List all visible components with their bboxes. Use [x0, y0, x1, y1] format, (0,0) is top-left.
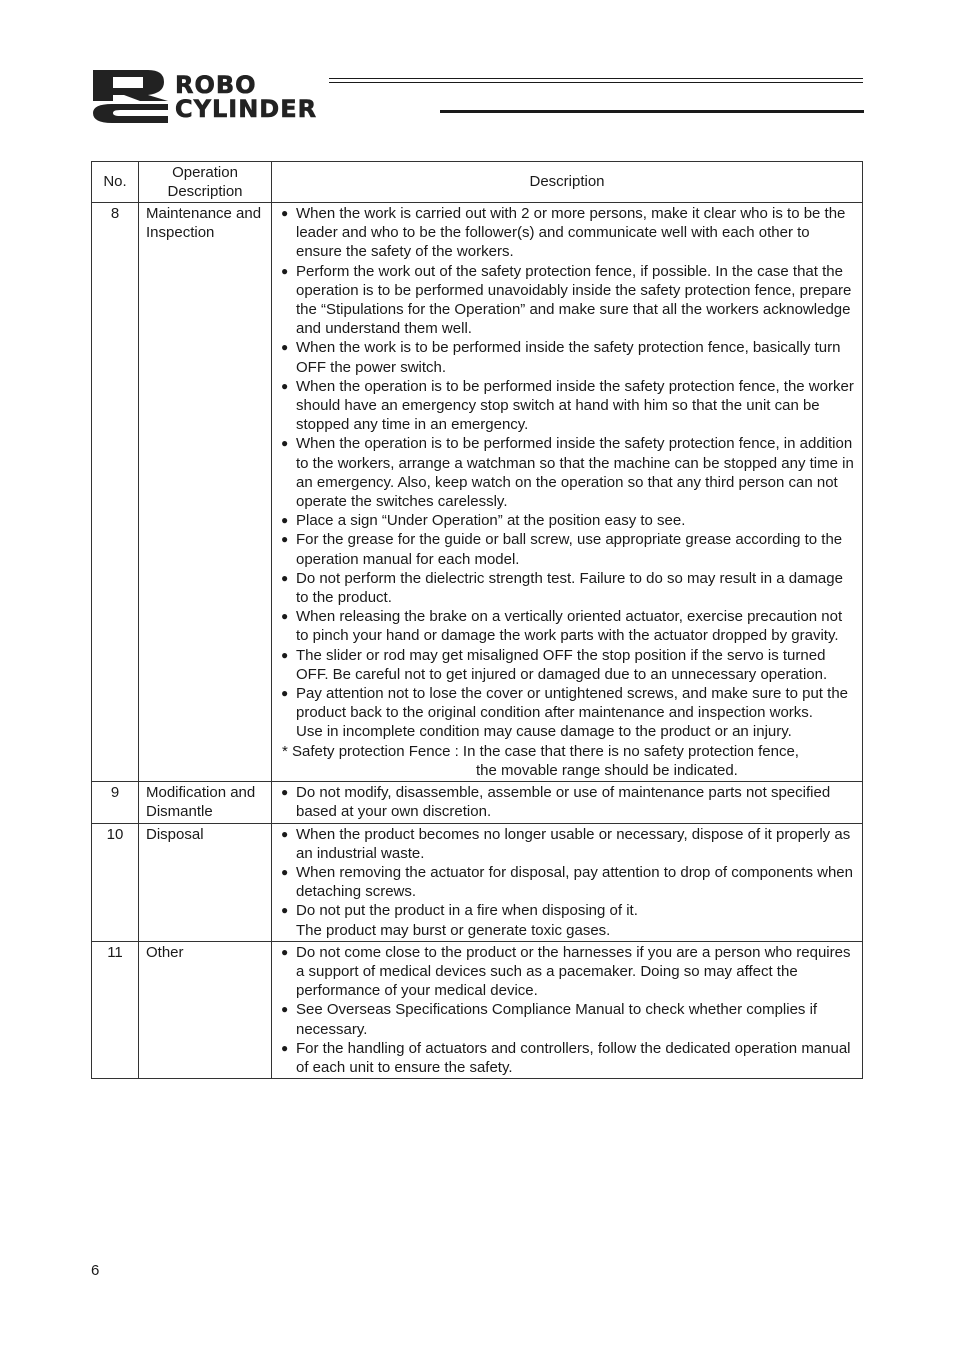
bullet-list: [281, 204, 856, 722]
table-header-row: [92, 162, 863, 203]
bullet-item: ● When the work is carried out with 2 or more persons, make it clear who is to be the leader and who to be the follower(s) and communicate well with each other to ensure the safety of the workers.: [281, 204, 856, 262]
header-operation: Operation Description: [139, 162, 272, 203]
row-number: 11: [92, 941, 139, 1078]
operation-cell: Maintenance and Inspection: [139, 203, 272, 782]
bullet-list: [281, 943, 856, 1077]
rc-logo-icon: [0, 0, 175, 130]
bullet-item: ● Do not put the product in a fire when disposing of it.: [281, 901, 856, 920]
logo-text-cylinder: CYLINDER: [175, 95, 318, 123]
description-cell: [272, 203, 863, 782]
continuation-text: Use in incomplete condition may cause damage to the product or an injury.: [296, 723, 792, 741]
description-cell: [272, 823, 863, 941]
bullet-item: ● Do not come close to the product or the harnesses if you are a person who requires a support of medical devices such as a pacemaker. Doing so may affect the performance of your medical device.: [281, 943, 856, 1001]
bullet-item: ● Place a sign “Under Operation” at the position easy to see.: [281, 511, 856, 530]
bullet-item: ● When the work is to be performed inside the safety protection fence, basically turn OFF the power switch.: [281, 338, 856, 376]
header-no: No.: [92, 162, 139, 203]
bullet-item: ● Perform the work out of the safety protection fence, if possible. In the case that the operation is to be performed unavoidably inside the safety protection fence, prepare the “Stipulations for the Operation” and make sure that all the workers acknowledge and understand them well.: [281, 262, 856, 339]
bullet-item: ● The slider or rod may get misaligned OFF the stop position if the servo is turned OFF. Be careful not to get injured or damaged due to an unnecessary operation.: [281, 646, 856, 684]
description-cell: [272, 941, 863, 1078]
bullet-item: ● When the operation is to be performed inside the safety protection fence, the worker should have an emergency stop switch at hand with him so that the unit can be stopped any time in an emergency.: [281, 377, 856, 435]
logo-text-robo: ROBO: [175, 71, 257, 99]
bullet-item: ● Do not modify, disassemble, assemble or use of maintenance parts not specified based at your own discretion.: [281, 783, 856, 821]
bullet-item: ● For the handling of actuators and controllers, follow the dedicated operation manual of each unit to ensure the safety.: [281, 1039, 856, 1077]
continuation-text: The product may burst or generate toxic gases.: [296, 921, 611, 939]
row-number: 10: [92, 823, 139, 941]
bullet-list: [281, 783, 856, 821]
row-number: 9: [92, 782, 139, 823]
bullet-item: ● For the grease for the guide or ball screw, use appropriate grease according to the operation manual for each model.: [281, 530, 856, 568]
page-number: 6: [91, 1262, 100, 1279]
bullet-item: ● Do not perform the dielectric strength test. Failure to do so may result in a damage to the product.: [281, 569, 856, 607]
table-row: [92, 941, 863, 1078]
bullet-item: ● When removing the actuator for disposal, pay attention to drop of components when detaching screws.: [281, 863, 856, 901]
bullet-item: ● When releasing the brake on a vertically oriented actuator, exercise precaution not to pinch your hand or damage the work parts with the actuator dropped by gravity.: [281, 607, 856, 645]
table-row: [92, 823, 863, 941]
header-description: Description: [272, 162, 863, 203]
header-rule-thin-bottom: [329, 82, 863, 83]
bullet-item: ● Pay attention not to lose the cover or untightened screws, and make sure to put the product back to the original condition after maintenance and inspection works.: [281, 684, 856, 722]
description-cell: [272, 782, 863, 823]
page-header: [0, 0, 954, 140]
bullet-item: ● When the product becomes no longer usable or necessary, dispose of it properly as an industrial waste.: [281, 825, 856, 863]
bullet-item: ● When the operation is to be performed inside the safety protection fence, in addition to the workers, arrange a watchman so that the machine can be stopped any time in an emergency. Also, keep watch on the operation so that any third person can not operate the switches carelessly.: [281, 434, 856, 511]
bullet-item: ● See Overseas Specifications Compliance Manual to check whether complies if necessary.: [281, 1000, 856, 1038]
operation-cell: Modification and Dismantle: [139, 782, 272, 823]
bullet-list: [281, 825, 856, 921]
header-rule-thin-top: [329, 78, 863, 79]
operation-cell: Other: [139, 941, 272, 1078]
operation-cell: Disposal: [139, 823, 272, 941]
table-row: [92, 203, 863, 782]
footnote-continuation: the movable range should be indicated.: [476, 761, 738, 779]
footnote-line: * Safety protection Fence : In the case that there is no safety protection fence,: [282, 742, 799, 760]
safety-precautions-table: [91, 161, 863, 1079]
header-rule-thick: [440, 110, 864, 113]
row-number: 8: [92, 203, 139, 782]
table-body: [92, 203, 863, 1079]
table-row: [92, 782, 863, 823]
